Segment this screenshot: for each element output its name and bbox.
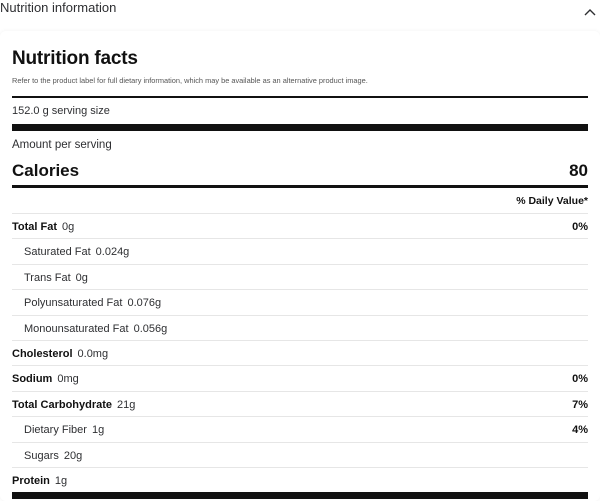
nutrient-amount: 21g [117,398,136,411]
nutrient-label [12,399,135,412]
calories-divider [12,185,588,188]
nutrient-amount: 0g [62,221,75,233]
nutrient-row [12,213,588,239]
nutrient-row [12,416,588,442]
nutrient-name: Polyunsaturated Fat [24,297,123,310]
bottom-thick-divider [12,492,588,499]
nutrient-amount: 1g [91,424,105,437]
daily-value-percent: 0% [572,373,588,386]
nutrient-amount: 0.076g [127,297,162,310]
calories-label: Calories [12,161,80,180]
nutrient-name: Sodium [12,373,53,386]
nutrient-label [12,373,79,386]
daily-value-percent: 4% [572,424,588,437]
nutrient-row [12,467,588,493]
label-disclaimer: Refer to the product label for full dietary information, which may be available as an alternative product image. [12,76,368,85]
nutrient-label [12,475,67,488]
nutrient-row [12,315,588,341]
nutrition-facts-title: Nutrition facts [12,48,138,69]
nutrient-label [24,272,88,285]
nutrient-row [12,365,588,391]
nutrient-row [12,238,588,264]
nutrient-amount: 0g [75,271,88,284]
calories-value: 80 [569,161,588,180]
nutrient-row [12,391,588,417]
nutrient-amount: 0mg [57,373,79,386]
daily-value-percent: 0% [572,221,588,233]
nutrient-label [12,348,108,361]
nutrient-label [24,323,167,336]
chevron-up-icon[interactable] [583,6,597,20]
nutrient-name: Sugars [24,449,59,462]
nutrient-name: Saturated Fat [24,246,91,259]
nutrient-name: Dietary Fiber [24,424,87,437]
nutrient-amount: 1g [54,475,68,487]
thick-divider [12,124,588,131]
nutrient-name: Total Carbohydrate [12,398,113,411]
nutrient-label [24,246,129,259]
nutrient-name: Protein [12,475,50,487]
serving-size: 152.0 g serving size [12,105,110,117]
nutrient-amount: 0.056g [133,322,168,335]
amount-per-serving: Amount per serving [12,139,112,151]
nutrient-row [12,340,588,366]
nutrient-name: Trans Fat [24,271,71,284]
section-title: Nutrition information [0,0,117,15]
nutrition-section-header[interactable] [0,0,600,22]
nutrient-label [24,450,82,463]
divider [12,96,588,98]
nutrient-row [12,289,588,315]
nutrient-label [12,221,74,234]
nutrient-name: Total Fat [12,221,58,233]
nutrient-name: Monounsaturated Fat [24,322,129,335]
nutrient-row [12,264,588,290]
nutrient-label [24,297,161,310]
daily-value-percent: 7% [572,398,588,411]
nutrient-amount: 20g [63,449,83,462]
nutrient-name: Cholesterol [12,348,73,360]
nutrient-amount: 0.0mg [77,348,109,360]
daily-value-header: % Daily Value* [516,195,588,207]
nutrient-amount: 0.024g [95,246,130,259]
nutrient-row [12,442,588,468]
nutrient-label [24,424,104,437]
